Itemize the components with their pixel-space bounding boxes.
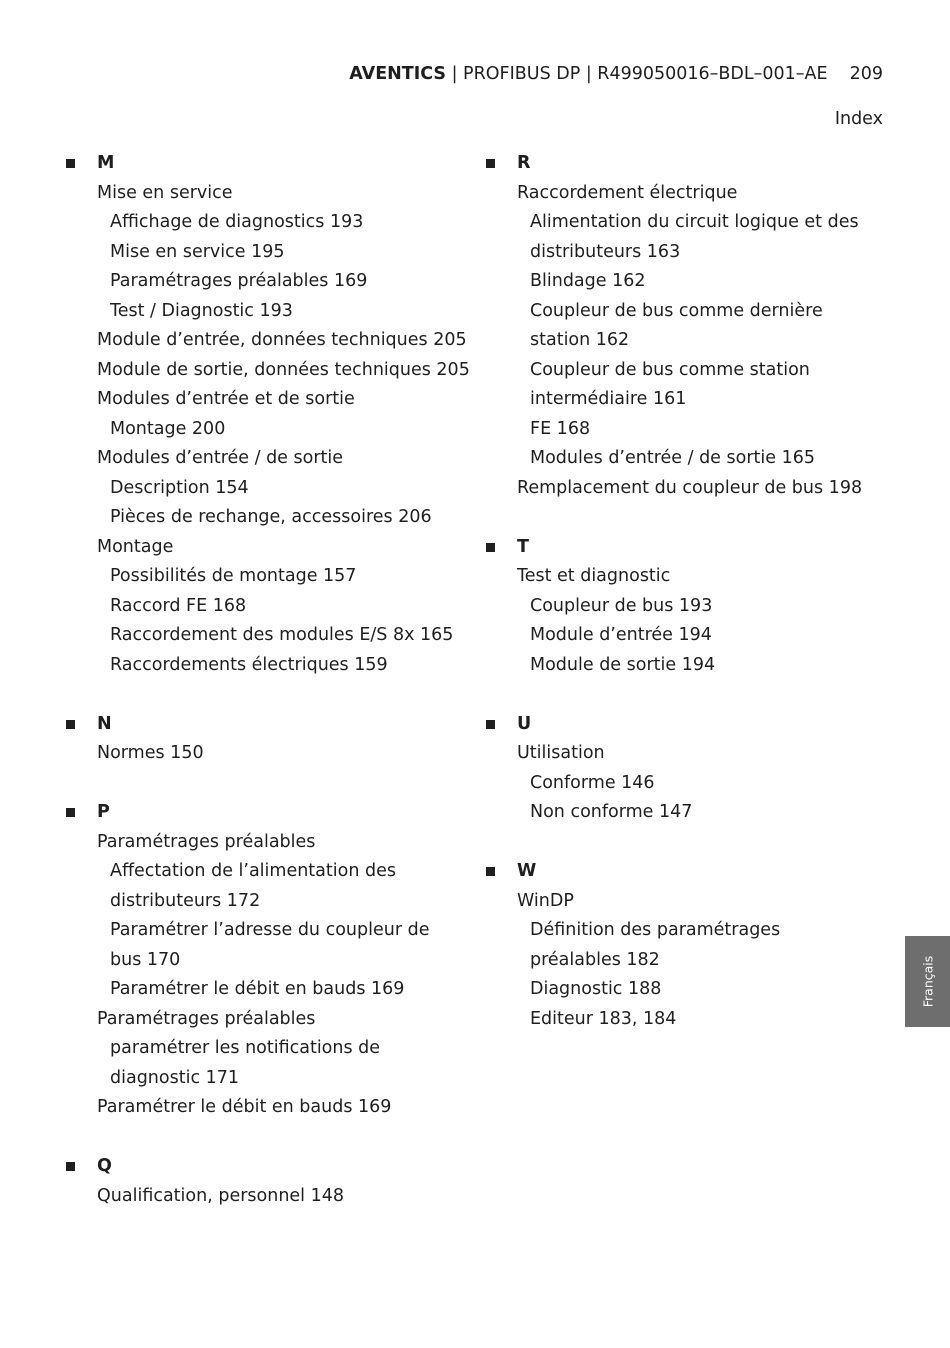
- index-group-t: [486, 533, 876, 681]
- header-document-id: | PROFIBUS DP | R499050016–BDL–001–AE: [446, 64, 828, 84]
- index-subentry: diagnostic 171: [110, 1067, 240, 1088]
- square-bullet-icon: [66, 720, 75, 729]
- index-subentry: Description 154: [110, 477, 249, 498]
- header-brand: AVENTICS: [349, 64, 447, 84]
- index-subentry: Diagnostic 188: [530, 979, 662, 999]
- index-entry: Paramétrages préalables: [97, 1008, 316, 1029]
- index-subentry: Alimentation du circuit logique et des: [530, 212, 859, 232]
- index-letter-row: [486, 857, 876, 887]
- index-group-n: [66, 710, 466, 769]
- index-group-m: [66, 149, 470, 680]
- index-group-p: [66, 798, 466, 1123]
- index-letter-row: [66, 798, 466, 828]
- index-subentry: Mise en service 195: [110, 241, 285, 262]
- index-subentry: Editeur 183, 184: [530, 1008, 677, 1029]
- index-group-r: [486, 149, 876, 503]
- index-letter: U: [517, 713, 532, 734]
- language-tab: [905, 936, 950, 1027]
- square-bullet-icon: [66, 808, 75, 817]
- index-entry: Montage: [97, 536, 174, 557]
- index-subentry: FE 168: [530, 418, 591, 439]
- index-subentry: paramétrer les notifications de: [110, 1038, 381, 1058]
- index-letter-row: [66, 1152, 466, 1182]
- index-entries: [66, 828, 466, 1123]
- index-entry: Paramétrages préalables: [97, 831, 316, 852]
- index-entry: Mise en service: [97, 182, 233, 203]
- square-bullet-icon: [486, 720, 495, 729]
- index-subentry: Raccordement des modules E/S 8x 165: [110, 625, 454, 645]
- index-entry: Utilisation: [517, 743, 605, 763]
- index-entry: Module de sortie, données techniques 205: [97, 359, 470, 380]
- index-column-right: [486, 149, 876, 1064]
- index-subentry: distributeurs 163: [530, 241, 681, 262]
- index-entries: [486, 179, 876, 504]
- index-subentry: Conforme 146: [530, 772, 655, 793]
- index-subentry: Pièces de rechange, accessoires 206: [110, 507, 432, 527]
- index-subentry: Paramétrages préalables 169: [110, 271, 368, 291]
- index-letter-row: [486, 149, 876, 179]
- square-bullet-icon: [486, 867, 495, 876]
- index-subentry: Raccord FE 168: [110, 595, 247, 616]
- index-column-left: [66, 149, 470, 1241]
- index-letter: Q: [97, 1156, 112, 1176]
- index-subentry: intermédiaire 161: [530, 389, 687, 409]
- index-group-q: [66, 1152, 466, 1211]
- index-subentry: Non conforme 147: [530, 802, 693, 822]
- square-bullet-icon: [486, 159, 495, 168]
- page-number: 209: [849, 64, 883, 84]
- index-letter: R: [517, 153, 531, 173]
- index-entries: [486, 739, 876, 828]
- index-entry: Raccordement électrique: [517, 182, 738, 203]
- index-subentry: Coupleur de bus comme station: [530, 359, 810, 380]
- index-subentry: préalables 182: [530, 949, 660, 970]
- index-entry: Remplacement du coupleur de bus 198: [517, 477, 863, 498]
- index-entry: Test et diagnostic: [517, 566, 671, 586]
- index-group-w: [486, 857, 876, 1034]
- index-letter-row: [486, 533, 876, 563]
- index-subentry: Module d’entrée 194: [530, 625, 712, 645]
- index-entry: Module d’entrée, données techniques 205: [97, 330, 467, 350]
- index-subentry: Paramétrer le débit en bauds 169: [110, 979, 405, 999]
- index-letter: T: [517, 536, 529, 557]
- index-entry: Modules d’entrée et de sortie: [97, 389, 355, 409]
- index-subentry: Possibilités de montage 157: [110, 566, 357, 586]
- index-entries: [486, 887, 876, 1035]
- index-letter: W: [517, 861, 537, 881]
- index-letter-row: [486, 710, 876, 740]
- index-subentry: Affectation de l’alimentation des: [110, 861, 396, 881]
- index-entries: [66, 179, 470, 681]
- index-entries: [66, 1182, 466, 1212]
- index-subentry: Coupleur de bus comme dernière: [530, 300, 823, 321]
- index-entry: Normes 150: [97, 743, 204, 763]
- index-entries: [66, 739, 466, 769]
- index-entry: Qualification, personnel 148: [97, 1185, 344, 1206]
- index-letter-row: [66, 149, 466, 179]
- index-subentry: station 162: [530, 330, 630, 350]
- index-subentry: Montage 200: [110, 418, 226, 439]
- index-subentry: Coupleur de bus 193: [530, 595, 713, 616]
- square-bullet-icon: [66, 1162, 75, 1171]
- index-subentry: Module de sortie 194: [530, 654, 716, 675]
- section-title: Index: [834, 109, 883, 129]
- index-entry: WinDP: [517, 890, 574, 911]
- index-letter: N: [97, 713, 112, 734]
- index-letter: P: [97, 802, 110, 822]
- index-subentry: Modules d’entrée / de sortie 165: [530, 448, 815, 468]
- page-header: [349, 62, 883, 86]
- index-entry: Paramétrer le débit en bauds 169: [97, 1097, 392, 1117]
- language-tab-label: Français: [920, 955, 935, 1008]
- index-subentry: Affichage de diagnostics 193: [110, 212, 364, 232]
- index-subentry: bus 170: [110, 949, 181, 970]
- index-subentry: Test / Diagnostic 193: [110, 300, 293, 321]
- square-bullet-icon: [486, 543, 495, 552]
- index-group-u: [486, 710, 876, 828]
- index-entry: Modules d’entrée / de sortie: [97, 448, 344, 468]
- index-subentry: Blindage 162: [530, 271, 646, 291]
- index-subentry: Définition des paramétrages: [530, 920, 781, 940]
- index-subentry: Raccordements électriques 159: [110, 654, 388, 675]
- index-entries: [486, 562, 876, 680]
- index-letter-row: [66, 710, 466, 740]
- index-subentry: Paramétrer l’adresse du coupleur de: [110, 920, 430, 940]
- index-subentry: distributeurs 172: [110, 890, 261, 911]
- index-letter: M: [97, 153, 115, 173]
- square-bullet-icon: [66, 159, 75, 168]
